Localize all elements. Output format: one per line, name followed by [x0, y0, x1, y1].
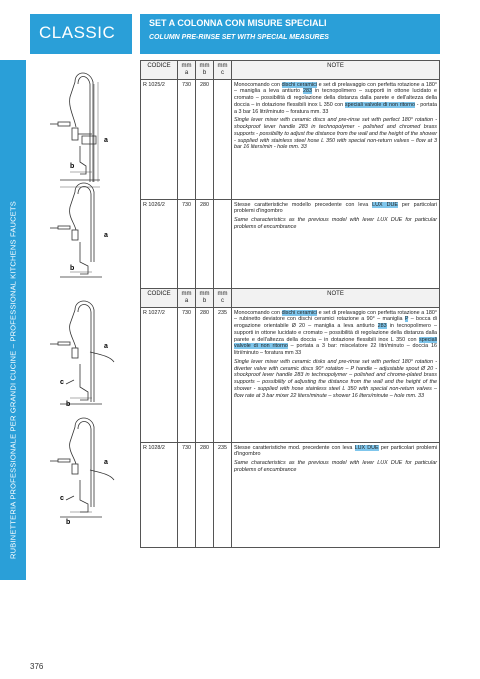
header-b: mm b	[196, 61, 214, 80]
table-header-row	[141, 289, 440, 308]
row-note	[232, 308, 440, 443]
page-title: SET A COLONNA CON MISURE SPECIALI	[149, 18, 327, 28]
row-c: 235	[214, 443, 232, 548]
faucet-illustration-2	[30, 292, 135, 532]
table-row	[141, 80, 440, 200]
row-a: 730	[178, 80, 196, 200]
header-note: NOTE	[232, 61, 440, 80]
row-c	[214, 80, 232, 200]
dimension-b-label-2: b	[70, 265, 75, 272]
title-box	[140, 14, 440, 54]
page-number: 376	[30, 662, 44, 671]
note-italian: Monocomando con dischi ceramici e set di prelavaggio con perfetta rotazione a 180° – maniglia a leva antiurto 283 in tecnopolimero – supporti in ottone lucidato e cromato – possibilità di regolazione della distanza dalla parete e dell'altezza della doccia – in dotazione flessibili inox L 350 con speciali valvole di non ritorno - portata a 3 bar 16 litri/minuto – foratura mm. 33	[234, 81, 437, 115]
table-header-row	[141, 61, 440, 80]
dimension-b-label-4: b	[66, 519, 71, 526]
row-code: R 1026/2	[141, 200, 178, 305]
brand-box	[30, 14, 132, 54]
sidebar-text: RUBINETTERIA PROFESSIONALE PER GRANDI CUCINE – PROFESSIONAL KITCHENS FAUCETS	[8, 201, 18, 559]
note-italian: Monocomando con dischi ceramici e set di prelavaggio con perfetta rotazione a 180° – rubinetto deviatore con dischi ceramici rotazione a 90° – maniglia P – bocca di erogazione orientabile Ø 20 – maniglia a leva antiurto 283 in tecnopolimero – supporti in ottone lucidato e cromato – possibilità di regolazione della distanza dalla parete e dell'altezza della doccia – in dotazione flessibili inox L 350 con speciali valvole di non ritorno – portata a 3 bar: miscelatore 22 litri/minuto – doccia 16 litri/minuto – foratura mm 33	[234, 309, 437, 356]
product-table-2	[140, 288, 440, 548]
row-code: R 1027/2	[141, 308, 178, 443]
header-note: NOTE	[232, 289, 440, 308]
row-note	[232, 443, 440, 548]
note-italian: Stesse caratteristiche modello precedente con leva LUX DUE per particolari problemi d'ingombro	[234, 201, 438, 215]
note-english: Single lever mixer with ceramic disks and pre-rinse set with perfect 180° rotation - diverter valve with ceramic discs 90° rotation – P handle – adjustable spout Ø 20 - shockproof lever handle 283 in technopolymer – polished and chrome-plated brass supports – possibility of adjusting the distance from the wall and the height of the shower - supplied with hose stainless steel L 350 with special non-return valves – flow rate at 3 bar mixer 22 liters/minute – shower 16 liters/minute – hole mm. 33	[234, 358, 437, 399]
row-b: 280	[196, 200, 214, 305]
dimension-a-label-2: a	[104, 232, 108, 239]
header-a: mm a	[178, 61, 196, 80]
dimension-b-label-1: b	[70, 163, 75, 170]
note-english: Same characteristics as the previous model with lever LUX DUE for particular problems of encumbrance	[234, 217, 437, 230]
row-a: 730	[178, 443, 196, 548]
product-table-1	[140, 60, 440, 305]
note-english: Same characteristics as the previous model with lever LUX DUE for particular problems of encumbrance	[234, 460, 437, 473]
row-code: R 1028/2	[141, 443, 178, 548]
row-b: 280	[196, 308, 214, 443]
note-english: Single lever mixer with ceramic discs and pre-rinse set with perfect 180° rotation - shockproof lever handle 283 in technopolymer - polished and chromed brass supports - possibility to adjust the distance from the wall and the height of the shower - supplied with stainless steel hose L 350 with special non-return valves – flow at 3 bar 16 liters/min - hole mm. 33	[234, 117, 437, 151]
table-row	[141, 308, 440, 443]
header-code: CODICE	[141, 289, 178, 308]
page-subtitle: COLUMN PRE-RINSE SET WITH SPECIAL MEASURES	[149, 34, 329, 41]
row-code: R 1025/2	[141, 80, 178, 200]
dimension-c-label-3: c	[60, 379, 64, 386]
dimension-a-label-1: a	[104, 137, 108, 144]
note-italian: Stesse caratteristiche mod. precedente con leva LUX DUE per particolari problemi d'ingombro	[234, 444, 438, 458]
row-b: 280	[196, 80, 214, 200]
dimension-a-label-3: a	[104, 343, 108, 350]
header-c: mm c	[214, 289, 232, 308]
row-a: 730	[178, 308, 196, 443]
dimension-c-label-4: c	[60, 495, 64, 502]
sidebar-band	[0, 60, 26, 580]
row-c: 235	[214, 308, 232, 443]
row-a: 730	[178, 200, 196, 305]
header-a: mm a	[178, 289, 196, 308]
dimension-b-label-3: b	[66, 401, 71, 408]
row-note	[232, 80, 440, 200]
header-c: mm c	[214, 61, 232, 80]
table-row	[141, 443, 440, 548]
header-code: CODICE	[141, 61, 178, 80]
header-b: mm b	[196, 289, 214, 308]
brand-label: CLASSIC	[39, 23, 116, 42]
row-b: 280	[196, 443, 214, 548]
dimension-a-label-4: a	[104, 459, 108, 466]
faucet-illustration-1	[30, 62, 135, 287]
